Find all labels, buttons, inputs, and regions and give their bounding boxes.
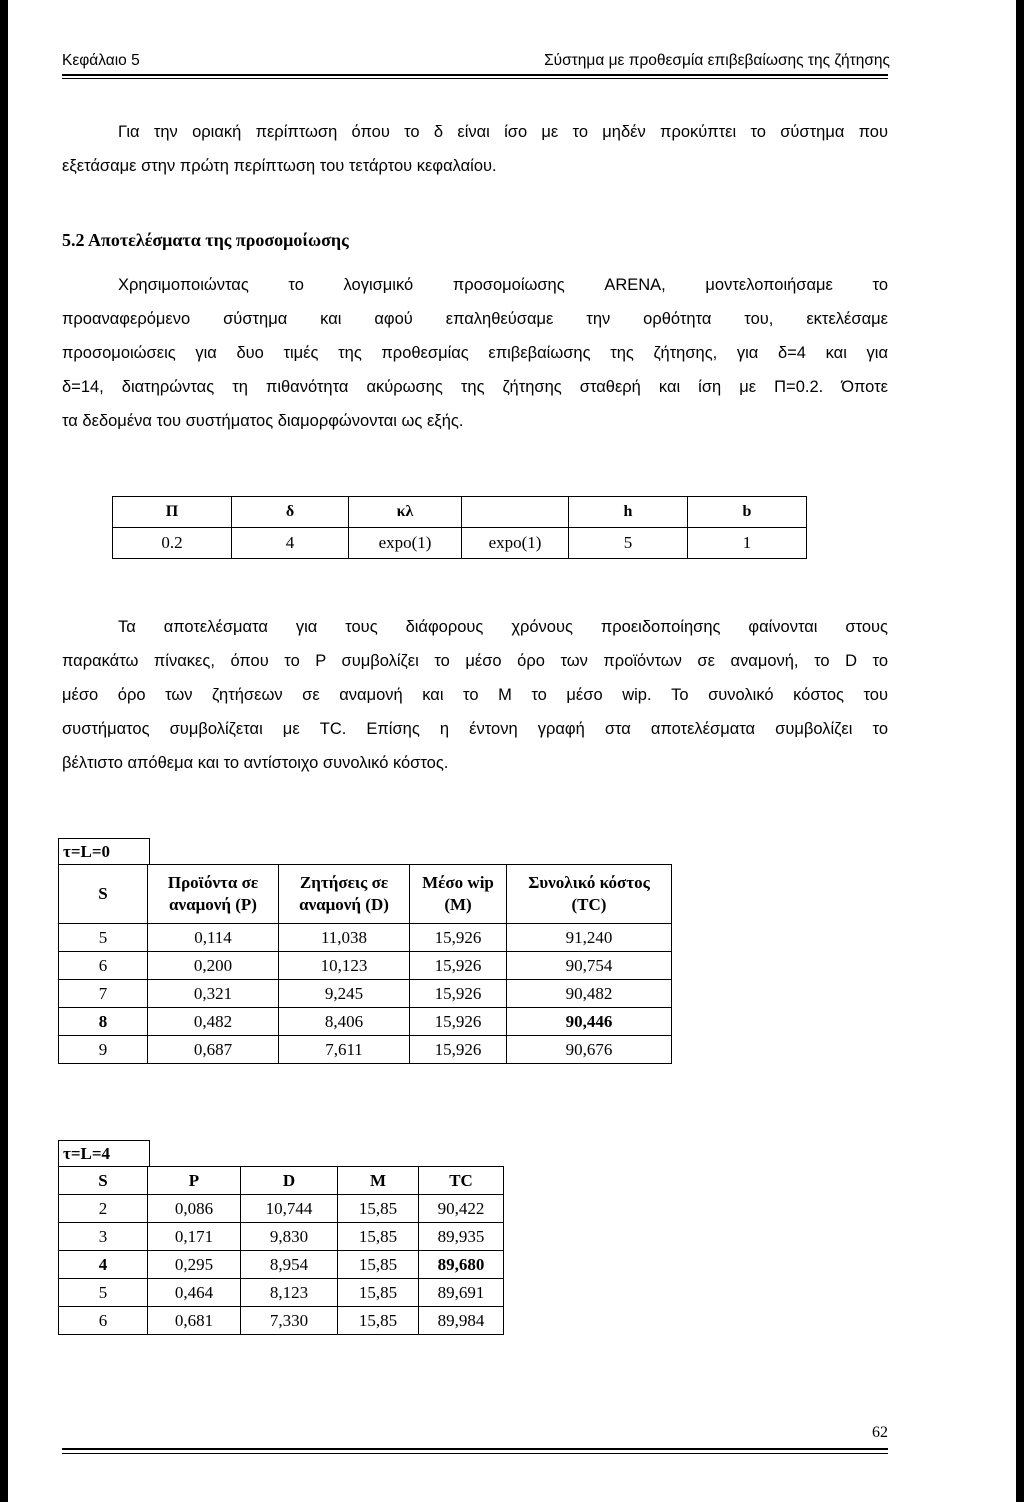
footer-rule xyxy=(62,1448,888,1450)
table-cell: 0,086 xyxy=(148,1195,241,1223)
table-cell: 7 xyxy=(59,980,148,1008)
table-cell: 8 xyxy=(59,1008,148,1036)
table-cell: 89,984 xyxy=(419,1307,504,1335)
running-header xyxy=(62,52,890,70)
table-row xyxy=(59,924,672,952)
table-cell: 15,926 xyxy=(410,980,507,1008)
table-cell: 15,926 xyxy=(410,1036,507,1064)
table1-caption: τ=L=0 xyxy=(58,838,150,865)
header-label: (TC) xyxy=(571,895,607,914)
table-row xyxy=(59,952,672,980)
text-line: εξετάσαμε στην πρώτη περίπτωση του τετάρτου κεφαλαίου. xyxy=(62,157,497,175)
table-cell: 5 xyxy=(59,924,148,952)
table-cell: 7,611 xyxy=(279,1036,410,1064)
table-cell: 8,406 xyxy=(279,1008,410,1036)
table-cell: 89,680 xyxy=(419,1251,504,1279)
table-cell: 3 xyxy=(59,1223,148,1251)
table-cell: 89,935 xyxy=(419,1223,504,1251)
section-title: 5.2 Αποτελέσματα της προσομοίωσης xyxy=(62,230,349,250)
results-intro-paragraph xyxy=(62,268,888,438)
table-cell: 91,240 xyxy=(507,924,672,952)
table-cell: 4 xyxy=(59,1251,148,1279)
table-row xyxy=(113,528,807,559)
text-line: Χρησιμοποιώντας το λογισμικό προσομοίωσης ARENA, μοντελοποιήσαμε το xyxy=(118,276,888,294)
table-cell: expo(1) xyxy=(462,528,569,559)
parameters-table xyxy=(112,496,807,559)
table-header-cell xyxy=(59,865,148,924)
table-cell: 7,330 xyxy=(241,1307,338,1335)
header-chapter: Κεφάλαιο 5 xyxy=(62,52,140,69)
table-cell: 8,954 xyxy=(241,1251,338,1279)
table-cell: 15,926 xyxy=(410,1008,507,1036)
table-cell: 0,171 xyxy=(148,1223,241,1251)
table-header-cell: P xyxy=(148,1167,241,1195)
table-header-cell: Π xyxy=(113,497,232,528)
text-line: προσομοιώσεις για δυο τιμές της προθεσμίας επιβεβαίωσης της ζήτησης, για δ=4 και για xyxy=(62,344,888,362)
table-cell: 9,830 xyxy=(241,1223,338,1251)
table-cell: 5 xyxy=(59,1279,148,1307)
table-row-optimal xyxy=(59,1251,504,1279)
table-header-cell: D xyxy=(241,1167,338,1195)
table-cell: 9,245 xyxy=(279,980,410,1008)
table-row-optimal xyxy=(59,1008,672,1036)
table-cell: 89,691 xyxy=(419,1279,504,1307)
table-row xyxy=(59,1279,504,1307)
table-header-row xyxy=(59,1167,504,1195)
table-header-cell: κλ xyxy=(349,497,462,528)
header-rule xyxy=(62,74,888,76)
table-cell: 10,744 xyxy=(241,1195,338,1223)
table-cell: 0,482 xyxy=(148,1008,279,1036)
table-cell: 90,482 xyxy=(507,980,672,1008)
table-header-cell: δ xyxy=(232,497,349,528)
results-table-tau-0 xyxy=(58,864,672,1064)
table-cell: 90,676 xyxy=(507,1036,672,1064)
table-cell: 15,85 xyxy=(338,1223,419,1251)
table-cell: 15,926 xyxy=(410,952,507,980)
table-header-cell: TC xyxy=(419,1167,504,1195)
table-cell: 0.2 xyxy=(113,528,232,559)
text-line: προαναφερόμενο σύστημα και αφού επαληθεύσαμε την ορθότητα του, εκτελέσαμε xyxy=(62,310,888,328)
table2-caption: τ=L=4 xyxy=(58,1140,150,1167)
text-line: συστήματος συμβολίζεται με TC. Επίσης η έντονη γραφή στα αποτελέσματα συμβολίζει το xyxy=(62,720,888,738)
text-line: μέσο όρο των ζητήσεων σε αναμονή και το M το μέσο wip. Το συνολικό κόστος του xyxy=(62,686,888,704)
text-line: βέλτιστο απόθεμα και το αντίστοιχο συνολικό κόστος. xyxy=(62,754,449,772)
table-cell: 15,85 xyxy=(338,1279,419,1307)
table-header-row xyxy=(59,865,672,924)
table-row xyxy=(59,1195,504,1223)
table-cell: 10,123 xyxy=(279,952,410,980)
table-header-cell xyxy=(462,497,569,528)
table-cell: 6 xyxy=(59,952,148,980)
table-header-cell xyxy=(279,865,410,924)
table-header-cell: b xyxy=(688,497,807,528)
header-label: Ζητήσεις σε xyxy=(299,873,389,892)
text-line: Τα αποτελέσματα για τους διάφορους χρόνους προειδοποίησης φαίνονται στους xyxy=(118,618,888,636)
intro-paragraph xyxy=(62,115,888,183)
table-cell: 2 xyxy=(59,1195,148,1223)
table-row xyxy=(59,1307,504,1335)
table-cell: 0,321 xyxy=(148,980,279,1008)
table-header-row xyxy=(113,497,807,528)
table-header-cell: S xyxy=(59,1167,148,1195)
table-cell: 15,85 xyxy=(338,1195,419,1223)
table-header-cell xyxy=(148,865,279,924)
table-cell: 0,464 xyxy=(148,1279,241,1307)
table-row xyxy=(59,980,672,1008)
table-cell: 15,85 xyxy=(338,1251,419,1279)
table-cell: 0,681 xyxy=(148,1307,241,1335)
header-label: Συνολικό κόστος xyxy=(528,873,650,892)
header-chapter-title: Σύστημα με προθεσμία επιβεβαίωσης της ζήτησης xyxy=(544,52,890,69)
table-cell: 6 xyxy=(59,1307,148,1335)
table-cell: 8,123 xyxy=(241,1279,338,1307)
header-label: Προϊόντα σε xyxy=(167,873,259,892)
table-cell: 0,295 xyxy=(148,1251,241,1279)
text-line: παρακάτω πίνακες, όπου το P συμβολίζει το μέσο όρο των προϊόντων σε αναμονή, το D το xyxy=(62,652,888,670)
table-header-cell xyxy=(507,865,672,924)
table-row xyxy=(59,1223,504,1251)
header-label: Μέσο wip xyxy=(422,873,494,892)
header-label: (M) xyxy=(444,895,472,914)
table-cell: 90,754 xyxy=(507,952,672,980)
table-cell: 1 xyxy=(688,528,807,559)
table-cell: 15,926 xyxy=(410,924,507,952)
table-cell: 15,85 xyxy=(338,1307,419,1335)
document-page xyxy=(8,0,1016,1502)
text-line: τα δεδομένα του συστήματος διαμορφώνονται ως εξής. xyxy=(62,412,464,430)
table-cell: 4 xyxy=(232,528,349,559)
results-table-tau-4 xyxy=(58,1166,504,1335)
table-cell: 90,446 xyxy=(507,1008,672,1036)
footer-rule-thin xyxy=(62,1453,888,1454)
header-label: αναμονή (D) xyxy=(299,895,389,914)
results-description-paragraph xyxy=(62,610,888,780)
table-header-cell: M xyxy=(338,1167,419,1195)
table-cell: 11,038 xyxy=(279,924,410,952)
header-rule-thin xyxy=(62,78,888,79)
table-header-cell: h xyxy=(569,497,688,528)
table-cell: 0,114 xyxy=(148,924,279,952)
table-cell: 9 xyxy=(59,1036,148,1064)
table-row xyxy=(59,1036,672,1064)
table-cell: 0,687 xyxy=(148,1036,279,1064)
text-line: Για την οριακή περίπτωση όπου το δ είναι ίσο με το μηδέν προκύπτει το σύστημα που xyxy=(118,123,888,141)
text-line: δ=14, διατηρώντας τη πιθανότητα ακύρωσης της ζήτησης σταθερή και ίση με Π=0.2. Όποτε xyxy=(62,378,888,396)
table-cell: 90,422 xyxy=(419,1195,504,1223)
page-number: 62 xyxy=(872,1424,888,1441)
table-cell: 0,200 xyxy=(148,952,279,980)
table-header-cell xyxy=(410,865,507,924)
header-label: S xyxy=(98,884,108,903)
header-label: αναμονή (P) xyxy=(169,895,257,914)
table-cell: 5 xyxy=(569,528,688,559)
table-cell: expo(1) xyxy=(349,528,462,559)
